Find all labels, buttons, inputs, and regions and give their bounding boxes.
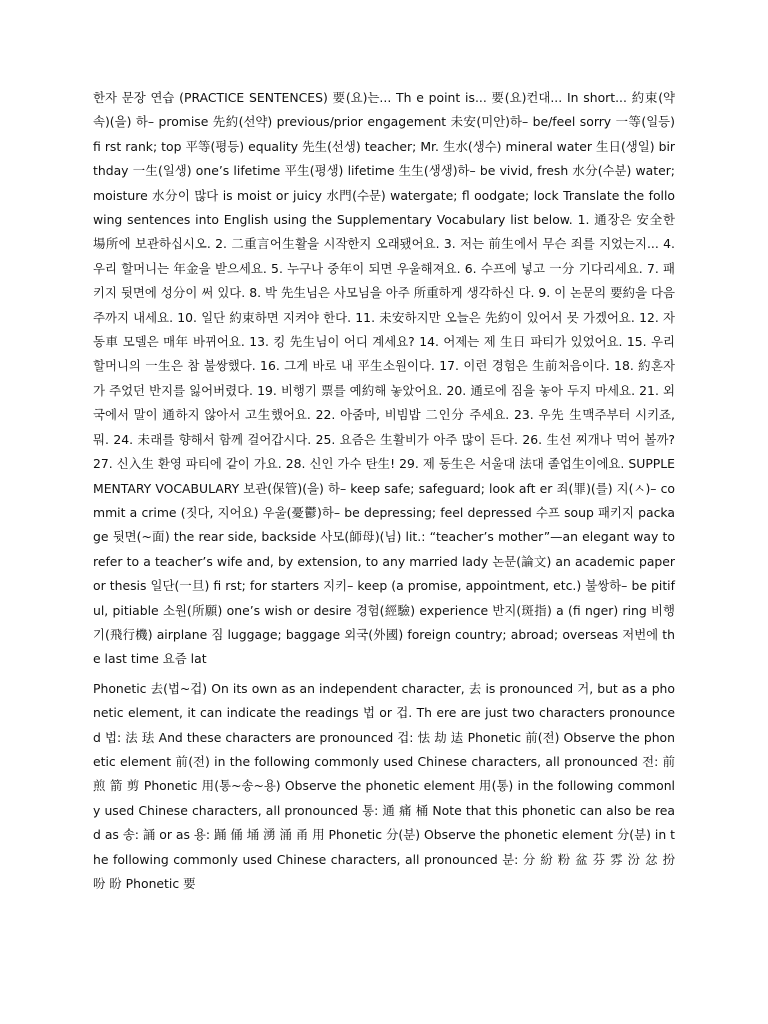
phonetic-paragraph: Phonetic 去(법~겁) On its own as an independent character, 去 is pronounced 거, but as a phonetic element, it can indicate the readings 법 or 겁. Th ere are just two characters pronounced 법: 法 珐 And these characters are pronounced 겁: 怯 劫 迲 Phonetic 前(전) Observe the phonetic element 前(전) in the following commonly used Chinese characters, all pronounced 전: 前 煎 箭 剪 Phonetic 用(통~송~용) Observe the phonetic element 用(통) in the following commonly used Chinese characters, all pronounced 통: 通 痛 桶 Note that this phonetic can also be read as 송: 誦 or as 용: 踊 俑 埇 湧 涌 甬 用 Phonetic 分(분) Observe the phonetic element 分(분) in the following commonly used Chinese characters, all pronounced 분: 分 紛 粉 盆 芬 雰 汾 忿 扮 吩 昐 Phonetic 要 [93,680,675,891]
document-page [93,86,675,896]
vocabulary-paragraph: 한자 문장 연습 (PRACTICE SENTENCES) 要(요)는... Th e point is... 要(요)컨대... In short... 約束(약속)(을) 하– promise 先約(선약) previous/prior engagement 未安(미안)하– be/feel sorry 一等(일등) fi rst rank; top 平等(평등) equality 先生(선생) teacher; Mr. 生水(생수) mineral water 生日(생일) birthday 一生(일생) one’s lifetime 平生(평생) lifetime 生生(생생)하– be vivid, fresh 水分(수분) water; moisture 水分이 많다 is moist or juicy 水門(수문) watergate; fl oodgate; lock Translate the following sentences into English using the Supplementary Vocabulary list below. 1. 通장은 安全한 場所에 보관하십시오. 2. 二重言어生활을 시작한지 오래됐어요. 3. 저는 前生에서 무슨 죄를 지었는지... 4. 우리 할머니는 年金을 받으세요. 5. 누구나 중年이 되면 우울해져요. 6. 수프에 넣고 一分 기다리세요. 7. 패키지 뒷면에 성分이 써 있다. 8. 박 先生님은 사모님을 아주 所重하게 생각하신 다. 9. 이 논문의 要約을 다음 주까지 내세요. 10. 일단 約束하면 지켜야 한다. 11. 未安하지만 오늘은 先約이 있어서 못 가겠어요. 12. 자동車 모델은 매年 바뀌어요. 13. 킹 先生님이 어디 계세요? 14. 어제는 제 生日 파티가 있었어요. 15. 우리 할머니의 一生은 참 불쌍했다. 16. 그게 바로 내 平生소원이다. 17. 이런 경험은 生前처음이다. 18. 約혼자가 주었던 반지를 잃어버렸다. 19. 비행기 票를 예約해 놓았어요. 20. 通로에 짐을 놓아 두지 마세요. 21. 외국에서 말이 通하지 않아서 고生했어요. 22. 아줌마, 비빔밥 二인分 주세요. 23. 우先 生맥주부터 시키죠, 뭐. 24. 未래를 향해서 함께 걸어갑시다. 25. 요즘은 生활비가 아주 많이 든다. 26. 生선 찌개나 먹어 볼까? 27. 신入生 환영 파티에 같이 가요. 28. 신인 가수 탄生! 29. 제 동生은 서울대 法대 졸업生이에요. SUPPLEMENTARY VOCABULARY 보관(保管)(을) 하– keep safe; safeguard; look aft er 죄(罪)(를) 지(ㅅ)– commit a crime (짓다, 지어요) 우울(憂鬱)하– be depressing; feel depressed 수프 soup 패키지 package 뒷면(~面) the rear side, backside 사모(師母)(님) lit.: “teacher’s mother”—an elegant way to refer to a teacher’s wife and, by extension, to any married lady 논문(論文) an academic paper or thesis 일단(一旦) fi rst; for starters 지키– keep (a promise, appointment, etc.) 불쌍하– be pitiful, pitiable 소원(所願) one’s wish or desire 경험(經驗) experience 반지(斑指) a (fi nger) ring 비행기(飛行機) airplane 짐 luggage; baggage 외국(外國) foreign country; abroad; overseas 저번에 the last time 요즘 lat [93,90,675,667]
